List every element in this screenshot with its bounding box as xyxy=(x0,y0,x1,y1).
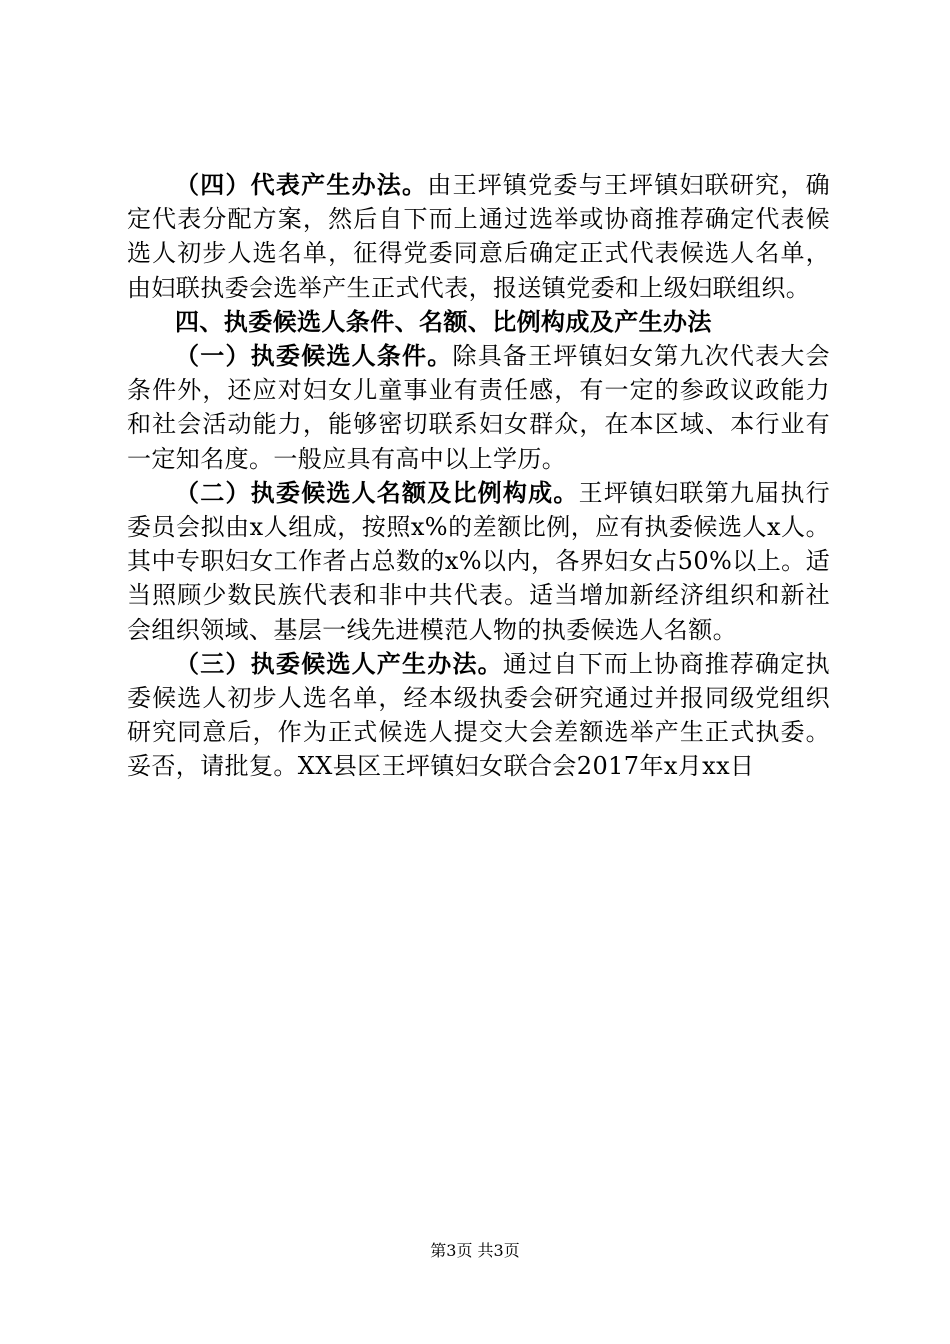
paragraph-text: 除具备王坪镇妇女第九次代表大会条件外，还应对妇女儿童事业有责任感，有一定的参政议政能力和社会活动能力，能够密切联系妇女群众，在本区域、本行业有一定知名度。一般应具有高中以上学历。 xyxy=(127,342,831,473)
paragraph-lead: （四）代表产生办法。 xyxy=(175,171,428,199)
paragraph-text: 王坪镇妇联第九届执行委员会拟由x人组成，按照x%的差额比例，应有执委候选人x人。其中专职妇女工作者占总数的x%以内，各界妇女占50%以上。适当照顾少数民族代表和非中共代表。适当增加新经济组织和新社会组织领域、基层一线先进模范人物的执委候选人名额。 xyxy=(127,478,831,644)
paragraph-candidate-quota xyxy=(127,476,830,647)
paragraph-representative-method xyxy=(127,168,830,305)
paragraph-text: 由王坪镇党委与王坪镇妇联研究，确定代表分配方案，然后自下而上通过选举或协商推荐确定代表候选人初步人选名单，征得党委同意后确定正式代表候选人名单，由妇联执委会选举产生正式代表，报送镇党委和上级妇联组织。 xyxy=(127,171,831,302)
document-body xyxy=(127,168,830,784)
paragraph-candidate-method xyxy=(127,647,830,784)
page-footer: 第3页 共3页 xyxy=(430,1241,520,1260)
paragraph-lead: （一）执委候选人条件。 xyxy=(175,342,453,371)
section-heading: 四、执委候选人条件、名额、比例构成及产生办法 xyxy=(175,307,712,336)
paragraph-lead: （三）执委候选人产生办法。 xyxy=(175,649,503,678)
paragraph-candidate-conditions xyxy=(127,339,830,476)
paragraph-text: 通过自下而上协商推荐确定执委候选人初步人选名单，经本级执委会研究通过并报同级党组织研究同意后，作为正式候选人提交大会差额选举产生正式执委。妥否，请批复。XX县区王坪镇妇女联合会2017年x月xx日 xyxy=(127,649,831,781)
paragraph-lead: （二）执委候选人名额及比例构成。 xyxy=(175,478,579,507)
